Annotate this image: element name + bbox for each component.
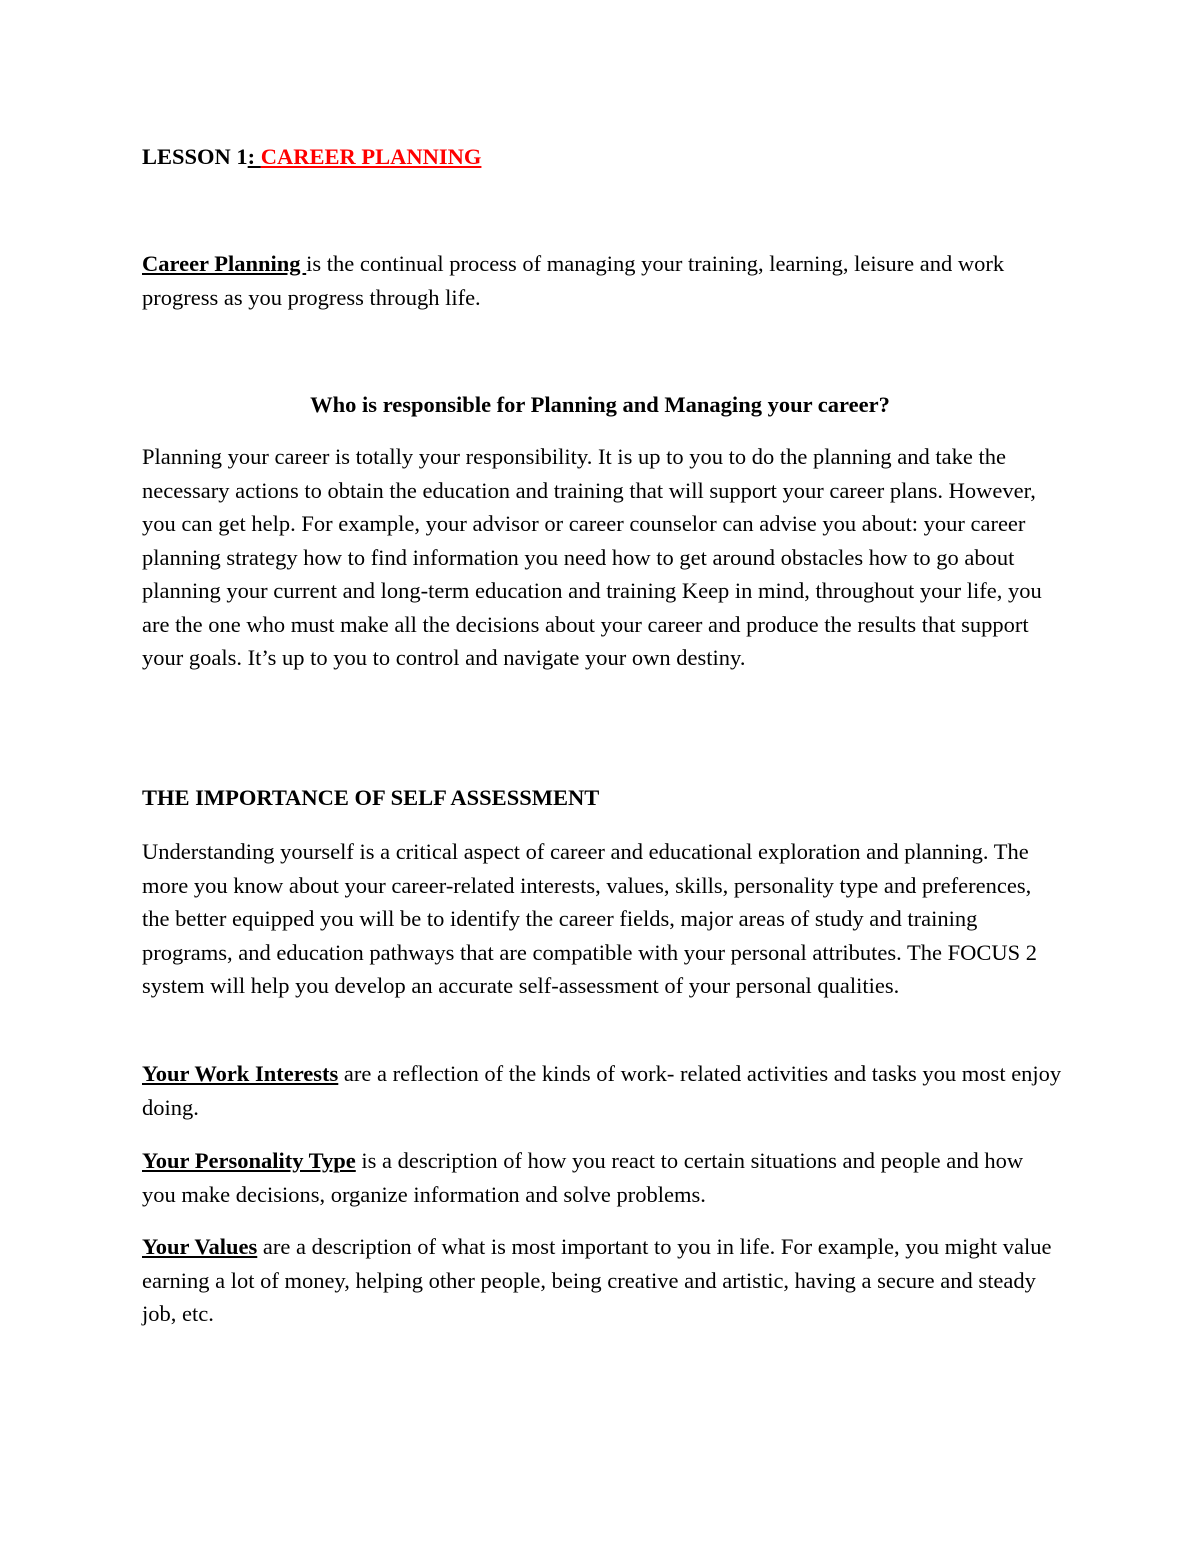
lesson-title bbox=[142, 140, 1062, 174]
question-heading: Who is responsible for Planning and Managing your career? bbox=[310, 392, 890, 417]
lesson-colon: : bbox=[247, 144, 261, 169]
responsibility-paragraph: Planning your career is totally your responsibility. It is up to you to do the planning and take the necessary actions to obtain the education and training that will support your career plans. However, you can get help. For example, your advisor or career counselor can advise you about: your career planning strategy how to find information you need how to get around obstacles how to go about planning your current and long-term education and training Keep in mind, throughout your life, you are the one who must make all the decisions about your career and produce the results that support your goals. It’s up to you to control and navigate your own destiny. bbox=[142, 444, 1042, 670]
definition-term: Your Personality Type bbox=[142, 1148, 356, 1173]
self-assessment-heading: THE IMPORTANCE OF SELF ASSESSMENT bbox=[142, 785, 600, 810]
definition-text: is a description of how you react to certain situations and people and how you make decisions, organize information and solve problems. bbox=[142, 1148, 1024, 1207]
self-assessment-paragraph: Understanding yourself is a critical aspect of career and educational exploration and planning. The more you know about your career-related interests, values, skills, personality type and preferences, the better equipped you will be to identify the career fields, major areas of study and training programs, and education pathways that are compatible with your personal attributes. The FOCUS 2 system will help you develop an accurate self-assessment of your personal qualities. bbox=[142, 839, 1038, 998]
intro-term: Career Planning bbox=[142, 251, 307, 276]
lesson-topic: CAREER PLANNING bbox=[260, 144, 482, 169]
definition-text: are a reflection of the kinds of work- related activities and tasks you most enjoy doing. bbox=[142, 1061, 1062, 1120]
intro-text: is the continual process of managing your training, learning, leisure and work progress as you progress through life. bbox=[142, 251, 1005, 310]
definition-text: are a description of what is most important to you in life. For example, you might value earning a lot of money, helping other people, being creative and artistic, having a secure and steady job, etc. bbox=[142, 1234, 1052, 1326]
definition-work-interests bbox=[142, 1057, 1062, 1124]
lesson-prefix: LESSON 1 bbox=[142, 144, 248, 169]
definition-term: Your Work Interests bbox=[142, 1061, 339, 1086]
definition-term: Your Values bbox=[142, 1234, 258, 1259]
definition-values bbox=[142, 1230, 1062, 1331]
intro-paragraph bbox=[142, 247, 1062, 314]
definition-personality-type bbox=[142, 1144, 1062, 1211]
